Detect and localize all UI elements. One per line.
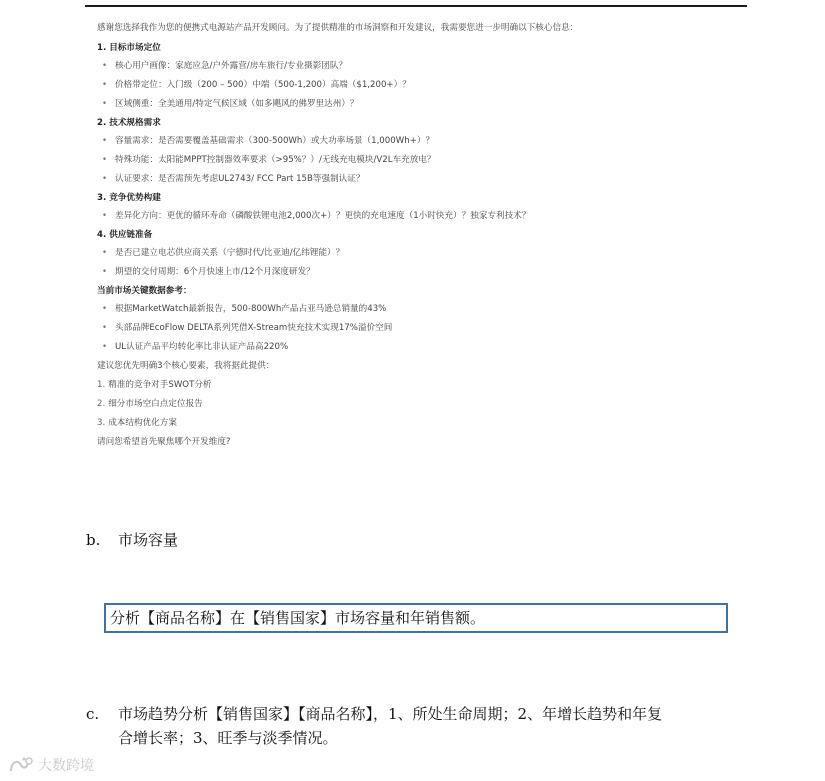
bullet-icon: • [102, 155, 108, 165]
bullet-list [97, 135, 737, 185]
section-c-paragraph [86, 702, 746, 750]
bullet-icon: • [102, 174, 108, 184]
top-rule [85, 5, 747, 7]
list-marker: c. [86, 705, 100, 723]
list-item: • 容量需求：是否需要覆盖基础需求（300-500Wh）或大功率场景（1,000Wh+）？ [102, 136, 435, 146]
brand-logo-icon [8, 756, 34, 774]
bullet-icon: • [102, 304, 108, 314]
bullet-icon: • [102, 267, 108, 277]
section-heading: 3. 竞争优势构建 [97, 193, 161, 203]
bullet-icon: • [102, 211, 108, 221]
bullet-list [97, 210, 737, 222]
list-item: 1. 精准的竞争对手SWOT分析 [97, 380, 212, 390]
list-item: 2. 细分市场空白点定位报告 [97, 399, 203, 409]
closing-question: 请问您希望首先聚焦哪个开发维度? [97, 437, 231, 447]
bullet-icon: • [102, 342, 108, 352]
bullet-list [97, 303, 737, 353]
bullet-list [97, 60, 737, 110]
list-item: • 核心用户画像：家庭应急/户外露营/房车旅行/专业摄影团队？ [102, 61, 348, 71]
list-marker: b. [86, 531, 101, 549]
section-heading: 2. 技术规格需求 [97, 118, 161, 128]
prompt-template-box: 分析【商品名称】在【销售国家】市场容量和年销售额。 [104, 603, 728, 633]
bullet-icon: • [102, 136, 108, 146]
section-heading: 1. 目标市场定位 [97, 43, 161, 53]
list-item: • 期望的交付周期：6个月快速上市/12个月深度研发？ [102, 267, 315, 277]
list-item: • 价格带定位：入门级（200 – 500）中端（500-1,200）高端（$1,200+）？ [102, 80, 411, 90]
section-c-line-1: 市场趋势分析【销售国家】【商品名称】，1、所处生命周期；2、年增长趋势和年复 [118, 705, 663, 723]
watermark-text: 大数跨境 [38, 758, 94, 774]
suggest-intro: 建议您优先明确3个核心要素，我将据此提供： [97, 361, 275, 371]
list-item: • UL认证产品平均转化率比非认证产品高220% [102, 342, 289, 352]
bullet-icon: • [102, 80, 108, 90]
section-c-line-2: 合增长率；3、旺季与淡季情况。 [118, 729, 338, 747]
bullet-icon: • [102, 248, 108, 258]
list-item: • 区域侧重：全美通用/特定气候区域（如多飓风的佛罗里达州）？ [102, 99, 359, 109]
section-b-title: 市场容量 [118, 531, 179, 549]
watermark [8, 755, 94, 775]
list-item: • 是否已建立电芯供应商关系（宁德时代/比亚迪/亿纬锂能）？ [102, 248, 345, 258]
section-heading: 当前市场关键数据参考： [97, 286, 192, 296]
numbered-list [97, 379, 737, 429]
chat-intro: 感谢您选择我作为您的便携式电源站产品开发顾问。为了提供精准的市场洞察和开发建议，我需要您进一步明确以下核心信息： [97, 23, 579, 33]
section-b-heading [86, 528, 178, 552]
list-item: • 认证要求：是否需预先考虑UL2743/ FCC Part 15B等强制认证？ [102, 174, 365, 184]
bullet-icon: • [102, 99, 108, 109]
list-item: • 特殊功能：太阳能MPPT控制器效率要求（>95%？）/无线充电模块/V2L车充放电？ [102, 155, 436, 165]
list-item: • 差异化方向：更优的循环寿命（磷酸铁锂电池2,000次+）？更快的充电速度（1小时快充）？独家专利技术？ [102, 211, 531, 221]
bullet-icon: • [102, 323, 108, 333]
section-heading: 4. 供应链准备 [97, 230, 153, 240]
bullet-list [97, 247, 737, 278]
chat-response [97, 22, 737, 448]
list-item: 3. 成本结构优化方案 [97, 418, 177, 428]
bullet-icon: • [102, 61, 108, 71]
list-item: • 根据MarketWatch最新报告，500-800Wh产品占亚马逊总销量的43% [102, 304, 387, 314]
list-item: • 头部品牌EcoFlow DELTA系列凭借X-Stream快充技术实现17%溢价空间 [102, 323, 393, 333]
